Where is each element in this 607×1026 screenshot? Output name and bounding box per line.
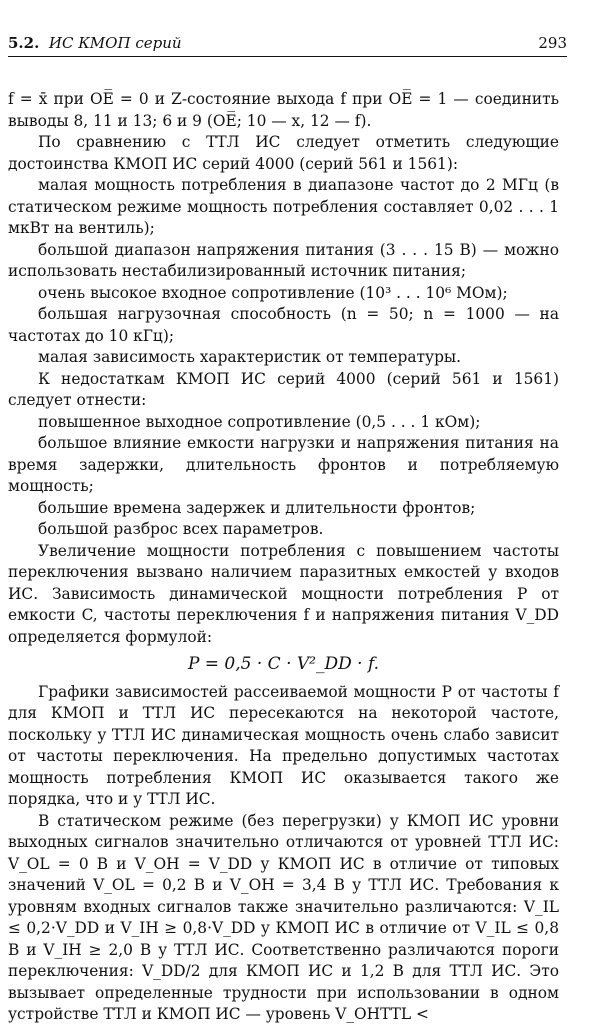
list-item-9: большой разброс всех параметров.	[38, 520, 324, 538]
power-formula: P = 0,5 · C · V²_DD · f.	[187, 654, 380, 674]
running-header	[8, 32, 567, 57]
list-item-1: малая мощность потребления в диапазоне частот до 2 МГц (в статическом режиме мощность потребления составляет 0,02 . . . 1 мкВт на вентиль);	[8, 176, 559, 237]
paragraph-3: К недостаткам КМОП ИС серий 4000 (серий 561 и 1561) следует отнести:	[8, 369, 559, 409]
list-item-7: большое влияние емкости нагрузки и напряжения питания на время задержки, длительность фронтов и потребляемую мощность;	[8, 434, 559, 495]
list-item-6: повышенное выходное сопротивление (0,5 . . . 1 кОм);	[38, 412, 481, 431]
paragraph-6: В статическом режиме (без перегрузки) у КМОП ИС уровни выходных сигналов значительно отличаются от уровней ТТЛ ИС: V_OL = 0 В и V_OH = V_DD у КМОП ИС в отличие от типовых значений V_OL = 0,2 В и V_OH = 3,4 В у ТТЛ ИС. Требования к уровням входных сигналов также значительно различаются: V_IL ≤ 0,2·V_DD и V_IH ≥ 0,8·V_DD у КМОП ИС в отличие от V_IL ≤ 0,8 В и V_IH ≥ 2,0 В у ТТЛ ИС. Соответственно различаются пороги переключения: V_DD/2 для КМОП ИС и 1,2 В для ТТЛ ИС. Это вызывает определенные трудности при использовании в одном устройстве ТТЛ и КМОП ИС — уровень V_OHTTL <	[8, 811, 559, 1023]
paragraph-1: f = x̄ при OE̅ = 0 и Z-состояние выхода f при OE̅ = 1 — соединить выводы 8, 11 и 13; 6 и 9 (OE̅; 10 — x, 12 — f).	[8, 90, 559, 130]
list-item-5: малая зависимость характеристик от температуры.	[38, 348, 462, 366]
body-text	[8, 89, 559, 1026]
section-number: 5.2.	[8, 34, 40, 52]
paragraph-2: По сравнению с ТТЛ ИС следует отметить следующие достоинства КМОП ИС серий 4000 (серий 561 и 1561):	[8, 133, 559, 173]
section-title: ИС КМОП серий	[48, 34, 182, 52]
page-number: 293	[538, 34, 567, 52]
list-item-8: большие времена задержек и длительности фронтов;	[38, 498, 476, 517]
list-item-4: большая нагрузочная способность (n = 50; n = 1000 — на частотах до 10 кГц);	[8, 305, 559, 345]
paragraph-5: Графики зависимостей рассеиваемой мощности P от частоты f для КМОП и ТТЛ ИС пересекаются на некоторой частоте, поскольку у ТТЛ ИС динамическая мощность очень слабо зависит от частоты переключения. На предельно допустимых частотах мощность потребления КМОП ИС оказывается такого же порядка, что и у ТТЛ ИС.	[8, 682, 559, 808]
list-item-2: большой диапазон напряжения питания (3 . . . 15 В) — можно использовать нестабилизированный источник питания;	[8, 240, 559, 280]
section-heading	[8, 34, 182, 52]
paragraph-4: Увеличение мощности потребления с повышением частоты переключения вызвано наличием паразитных емкостей у входов ИС. Зависимость динамической мощности потребления P от емкости C, частоты переключения f и напряжения питания V_DD определяется формулой:	[8, 541, 559, 646]
list-item-3: очень высокое входное сопротивление (10³ . . . 10⁶ МОм);	[38, 283, 508, 302]
